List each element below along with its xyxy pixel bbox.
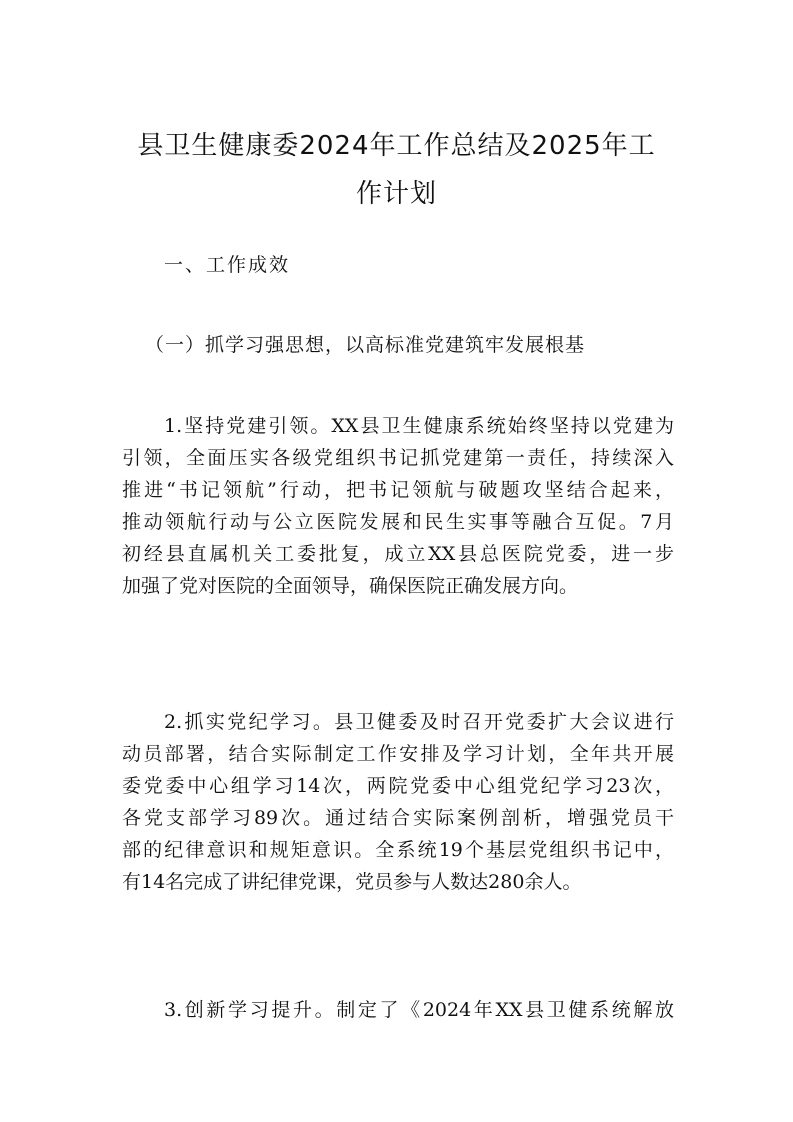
paragraph-line: 各党支部学习89次。通过结合实际案例剖析，增强党员干 <box>122 807 674 829</box>
paragraph-line: 初经县直属机关工委批复，成立XX县总医院党委，进一步 <box>122 543 674 565</box>
section-heading-achievements: 一、工作成效 <box>164 254 291 276</box>
paragraph-line: 推进“书记领航”行动，把书记领航与破题攻坚结合起来， <box>122 479 674 501</box>
document-title <box>110 122 683 218</box>
title-line-2: 作计划 <box>355 179 437 209</box>
paragraph-line: 1.坚持党建引领。XX县卫生健康系统始终坚持以党建为 <box>164 415 674 437</box>
paragraph-line: 推动领航行动与公立医院发展和民生实事等融合互促。7月 <box>122 511 674 533</box>
paragraph-line: 有14名完成了讲纪律党课，党员参与人数达280余人。 <box>122 871 582 893</box>
paragraph-line: 2.抓实党纪学习。县卫健委及时召开党委扩大会议进行 <box>164 711 674 733</box>
paragraph-line: 加强了党对医院的全面领导，确保医院正确发展方向。 <box>122 575 579 597</box>
paragraph-line: 委党委中心组学习14次，两院党委中心组党纪学习23次， <box>122 775 674 797</box>
paragraph-line: 部的纪律意识和规矩意识。全系统19个基层党组织书记中， <box>122 839 674 861</box>
paragraph-party-leadership <box>122 410 674 602</box>
paragraph-discipline-study <box>122 706 674 898</box>
paragraph-innovative-learning <box>122 994 674 1026</box>
subsection-heading-party-building: （一）抓学习强思想，以高标准党建筑牢发展根基 <box>145 334 586 356</box>
paragraph-line: 动员部署，结合实际制定工作安排及学习计划，全年共开展 <box>122 743 674 765</box>
paragraph-line: 3.创新学习提升。制定了《2024年XX县卫健系统解放 <box>164 999 674 1021</box>
title-line-1: 县卫生健康委2024年工作总结及2025年工 <box>137 131 656 161</box>
paragraph-line: 引领，全面压实各级党组织书记抓党建第一责任，持续深入 <box>122 447 674 469</box>
